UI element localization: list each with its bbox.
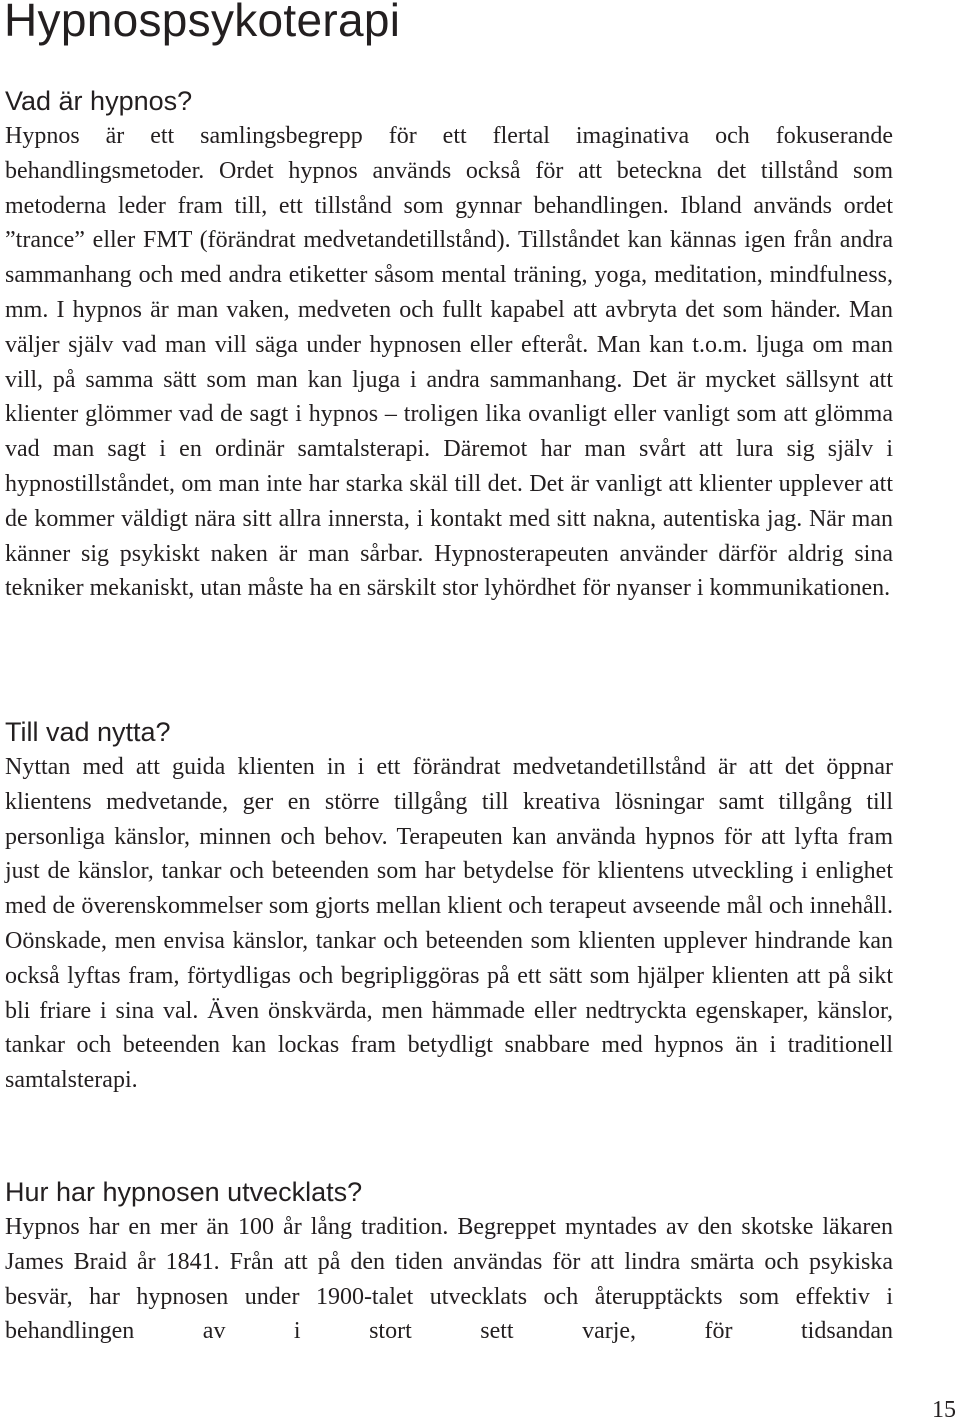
section-body-how-developed: Hypnos har en mer än 100 år lång tradition. Begreppet myntades av den skotske läkaren James Braid år 1841. Från att på den tiden användas för att lindra smärta och psykiska besvär, har hypnosen under 1900-talet utvecklats och återupptäckts som effektiv i behandlingen av i stort sett varje, för tidsandan [5, 1214, 893, 1345]
section-heading-what-use: Till vad nytta? [5, 717, 171, 747]
section-heading-what-is-hypnosis: Vad är hypnos? [5, 86, 193, 116]
section-body-what-is-hypnosis: Hypnos är ett samlingsbegrepp för ett flertal imaginativa och fokuserande behandlingsmetoder. Ordet hypnos används också för att beteckna det tillstånd som metoderna leder fram till, ett tillstånd som gynnar behandlingen. Ibland används ordet ”trance” eller FMT (förändrat medvetandetillstånd). Tillståndet kan kännas igen från andra sammanhang och med andra etiketter såsom mental träning, yoga, meditation, mindfulness, mm. I hypnos är man vaken, medveten och fullt kapabel att avbryta det som händer. Man väljer själv vad man vill säga under hypnosen eller efteråt. Man kan t.o.m. ljuga om man vill, på samma sätt som man kan ljuga i andra sammanhang. Det är mycket sällsynt att klienter glömmer vad de sagt i hypnos – troligen lika ovanligt eller vanligt som att glömma vad man sagt i en ordinär samtalsterapi. Däremot har man svårt att lura sig själv i hypnostillståndet, om man inte har starka skäl till det. Det är vanligt att klienter upplever att de kommer väldigt nära sitt allra innersta, i kontakt med sitt nakna, autentiska jag. När man känner sig psykiskt naken är man sårbar. Hypnosterapeuten använder därför aldrig sina tekniker mekaniskt, utan måste ha en särskilt stor lyhördhet för nyanser i kommunikationen. [5, 123, 893, 602]
section-heading-how-developed: Hur har hypnosen utvecklats? [5, 1177, 363, 1207]
section-body-what-use: Nyttan med att guida klienten in i ett förändrat medvetandetillstånd är att det öppnar klientens medvetande, ger en större tillgång till kreativa lösningar samt tillgång till personliga känslor, minnen och behov. Terapeuten kan använda hypnos för att lyfta fram just de känslor, tankar och beteenden som har betydelse för klientens utveckling i enlighet med de överenskommelser som gjorts mellan klient och terapeut avseende mål och innehåll. Oönskade, men envisa känslor, tankar och beteenden som klienten upplever hindrande kan också lyftas fram, förtydligas och begripliggöras på ett sätt som hjälper klienten att på sikt bli friare i sina val. Även önskvärda, men hämmade eller nedtryckta egenskaper, känslor, tankar och beteenden kan lockas fram betydligt snabbare med hypnos än i traditionell samtalsterapi. [5, 754, 893, 1094]
page-title: Hypnospsykoterapi [4, 0, 401, 46]
page-number: 15 [932, 1397, 956, 1423]
